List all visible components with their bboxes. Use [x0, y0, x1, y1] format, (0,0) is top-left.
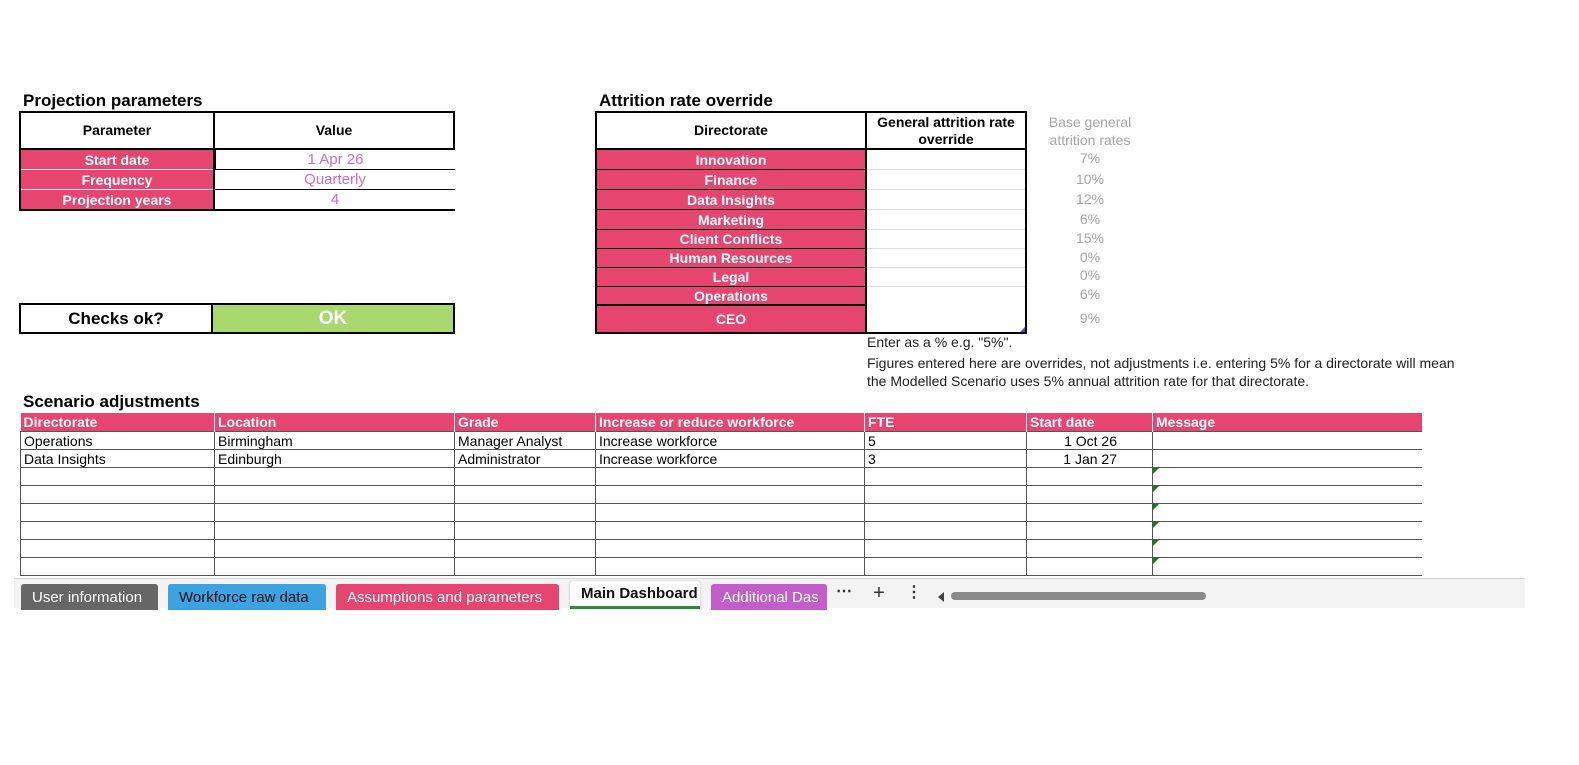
- cell-grade[interactable]: [455, 540, 596, 558]
- directorate-header: Directorate: [595, 111, 867, 150]
- col-header-location: Location: [215, 413, 455, 432]
- attrition-note-override-2: the Modelled Scenario uses 5% annual attrition rate for that directorate.: [867, 373, 1310, 389]
- override-input-finance[interactable]: [867, 170, 1025, 190]
- formula-flag-icon: [1153, 486, 1159, 492]
- table-row: [21, 522, 1423, 540]
- cell-start-date[interactable]: [1027, 558, 1153, 576]
- directorate-legal: Legal: [597, 268, 865, 287]
- directorate-client-conflicts: Client Conflicts: [597, 230, 865, 249]
- projection-parameters-table: [19, 111, 455, 211]
- directorate-marketing: Marketing: [597, 210, 865, 230]
- scenario-adjustments-table: [20, 413, 1422, 576]
- frequency-value[interactable]: Quarterly: [215, 170, 455, 190]
- cell-location[interactable]: Edinburgh: [215, 450, 455, 468]
- cell-grade[interactable]: [455, 468, 596, 486]
- directorate-human-resources: Human Resources: [597, 249, 865, 268]
- cell-increase-reduce[interactable]: Increase workforce: [596, 432, 865, 450]
- formula-flag-icon: [1153, 468, 1159, 474]
- cell-start-date[interactable]: 1 Jan 27: [1027, 450, 1153, 468]
- cell-start-date[interactable]: [1027, 468, 1153, 486]
- col-header-message: Message: [1153, 413, 1423, 432]
- param-label-projection-years: Projection years: [21, 190, 213, 209]
- cell-fte[interactable]: [865, 504, 1027, 522]
- scenario-header-row: [21, 413, 1423, 432]
- plus-icon[interactable]: +: [873, 582, 885, 604]
- cell-message[interactable]: [1153, 522, 1423, 540]
- table-row: [21, 558, 1423, 576]
- cell-message[interactable]: [1153, 540, 1423, 558]
- sheet-tab-workforce-raw-data[interactable]: Workforce raw data: [168, 584, 326, 610]
- formula-flag-icon: [1153, 558, 1159, 564]
- sheet-tab-additional-dashboard[interactable]: Additional Das: [711, 584, 827, 610]
- cell-grade[interactable]: [455, 486, 596, 504]
- cell-location[interactable]: [215, 468, 455, 486]
- cell-increase-reduce[interactable]: [596, 468, 865, 486]
- override-input-client-conflicts[interactable]: [867, 230, 1025, 249]
- scenario-table-container: [20, 413, 1422, 577]
- cell-start-date[interactable]: [1027, 486, 1153, 504]
- scroll-left-icon[interactable]: [938, 592, 944, 602]
- cell-increase-reduce[interactable]: [596, 558, 865, 576]
- cell-fte[interactable]: 5: [865, 432, 1027, 450]
- start-date-value[interactable]: 1 Apr 26: [215, 150, 455, 170]
- cell-location[interactable]: [215, 522, 455, 540]
- cell-message[interactable]: [1153, 450, 1423, 468]
- cell-message[interactable]: [1153, 432, 1423, 450]
- col-header-start-date: Start date: [1027, 413, 1153, 432]
- sheet-tab-bar: [14, 578, 1525, 608]
- table-row: [21, 468, 1423, 486]
- horizontal-scrollbar[interactable]: [951, 592, 1206, 600]
- directorate-data-insights: Data Insights: [597, 190, 865, 210]
- attrition-note-override-1: Figures entered here are overrides, not adjustments i.e. entering 5% for a directorate will mean: [867, 355, 1455, 371]
- base-rate-operations: 6%: [1079, 286, 1101, 302]
- override-input-legal[interactable]: [867, 268, 1025, 287]
- base-rate-legal: 0%: [1079, 267, 1101, 283]
- cell-directorate[interactable]: Operations: [21, 432, 215, 450]
- override-header: General attrition rate override: [865, 111, 1027, 150]
- col-header-increase-reduce: Increase or reduce workforce: [596, 413, 865, 432]
- cell-start-date[interactable]: [1027, 540, 1153, 558]
- sheet-tab-main-dashboard[interactable]: Main Dashboard: [570, 581, 700, 609]
- attrition-override-table: [595, 111, 1027, 334]
- col-header-fte: FTE: [865, 413, 1027, 432]
- override-input-ceo[interactable]: [867, 306, 1025, 332]
- col-header-grade: Grade: [455, 413, 596, 432]
- override-input-innovation[interactable]: [867, 150, 1025, 170]
- sheet-tab-assumptions-parameters[interactable]: Assumptions and parameters: [336, 584, 559, 610]
- override-column: [867, 150, 1025, 332]
- cell-start-date[interactable]: [1027, 504, 1153, 522]
- cell-message[interactable]: [1153, 558, 1423, 576]
- override-input-data-insights[interactable]: [867, 190, 1025, 210]
- cell-directorate[interactable]: [21, 468, 215, 486]
- table-row: [21, 486, 1423, 504]
- attrition-override-title: Attrition rate override: [599, 91, 773, 110]
- vertical-ellipsis-icon[interactable]: ⋮: [906, 584, 922, 601]
- directorate-innovation: Innovation: [597, 150, 865, 170]
- cell-fte[interactable]: [865, 522, 1027, 540]
- directorate-finance: Finance: [597, 170, 865, 190]
- checks-label: Checks ok?: [21, 305, 213, 332]
- cell-fte[interactable]: [865, 486, 1027, 504]
- cell-location[interactable]: [215, 558, 455, 576]
- value-header: Value: [213, 111, 455, 150]
- cell-increase-reduce[interactable]: [596, 486, 865, 504]
- param-label-frequency: Frequency: [21, 170, 213, 190]
- cell-directorate[interactable]: [21, 522, 215, 540]
- table-row: [21, 432, 1423, 450]
- cell-increase-reduce[interactable]: Increase workforce: [596, 450, 865, 468]
- cell-directorate[interactable]: [21, 504, 215, 522]
- directorate-ceo: CEO: [597, 306, 865, 332]
- table-row: [21, 450, 1423, 468]
- cell-grade[interactable]: Manager Analyst: [455, 432, 596, 450]
- base-rate-ceo: 9%: [1079, 310, 1101, 326]
- table-row: [21, 504, 1423, 522]
- directorate-operations: Operations: [597, 287, 865, 306]
- scenario-adjustments-title: Scenario adjustments: [23, 392, 200, 411]
- sheet-tab-user-information[interactable]: User information: [21, 584, 158, 610]
- cell-increase-reduce[interactable]: [596, 504, 865, 522]
- parameter-header: Parameter: [19, 111, 215, 150]
- cell-increase-reduce[interactable]: [596, 522, 865, 540]
- cell-message[interactable]: [1153, 486, 1423, 504]
- base-rate-human-resources: 0%: [1079, 249, 1101, 265]
- base-rate-marketing: 6%: [1079, 211, 1101, 227]
- cell-grade[interactable]: Administrator: [455, 450, 596, 468]
- comment-marker-icon: [1020, 327, 1025, 332]
- cell-message[interactable]: [1153, 468, 1423, 486]
- cell-start-date[interactable]: 1 Oct 26: [1027, 432, 1153, 450]
- cell-start-date[interactable]: [1027, 522, 1153, 540]
- projection-years-value[interactable]: 4: [215, 190, 455, 209]
- col-header-directorate: Directorate: [21, 413, 215, 432]
- cell-directorate[interactable]: [21, 486, 215, 504]
- base-rate-data-insights: 12%: [1075, 191, 1105, 207]
- table-row: [21, 540, 1423, 558]
- cell-location[interactable]: [215, 540, 455, 558]
- formula-flag-icon: [1153, 540, 1159, 546]
- cell-location[interactable]: Birmingham: [215, 432, 455, 450]
- override-input-operations[interactable]: [867, 287, 1025, 306]
- formula-flag-icon: [1153, 522, 1159, 528]
- cell-directorate[interactable]: Data Insights: [21, 450, 215, 468]
- override-input-human-resources[interactable]: [867, 249, 1025, 268]
- base-rate-innovation: 7%: [1079, 150, 1101, 166]
- cell-grade[interactable]: [455, 522, 596, 540]
- param-label-start-date: Start date: [21, 150, 213, 170]
- cell-fte[interactable]: 3: [865, 450, 1027, 468]
- base-rate-finance: 10%: [1075, 171, 1105, 187]
- cell-location[interactable]: [215, 504, 455, 522]
- cell-grade[interactable]: [455, 558, 596, 576]
- cell-location[interactable]: [215, 486, 455, 504]
- cell-grade[interactable]: [455, 504, 596, 522]
- directorate-column: [597, 150, 865, 332]
- formula-flag-icon: [1153, 504, 1159, 510]
- checks-row: [19, 303, 455, 334]
- cell-fte[interactable]: [865, 468, 1027, 486]
- base-rates-header: Base general attrition rates: [1048, 114, 1132, 148]
- checks-status: OK: [213, 305, 453, 332]
- ellipsis-icon[interactable]: ⋯: [836, 583, 852, 600]
- cell-directorate[interactable]: [21, 558, 215, 576]
- attrition-note-format: Enter as a % e.g. "5%".: [867, 334, 1013, 350]
- override-input-marketing[interactable]: [867, 210, 1025, 230]
- column-divider: [213, 150, 215, 209]
- cell-fte[interactable]: [865, 558, 1027, 576]
- cell-directorate[interactable]: [21, 540, 215, 558]
- projection-parameters-title: Projection parameters: [23, 91, 203, 110]
- cell-message[interactable]: [1153, 504, 1423, 522]
- cell-fte[interactable]: [865, 540, 1027, 558]
- cell-increase-reduce[interactable]: [596, 540, 865, 558]
- base-rate-client-conflicts: 15%: [1075, 230, 1105, 246]
